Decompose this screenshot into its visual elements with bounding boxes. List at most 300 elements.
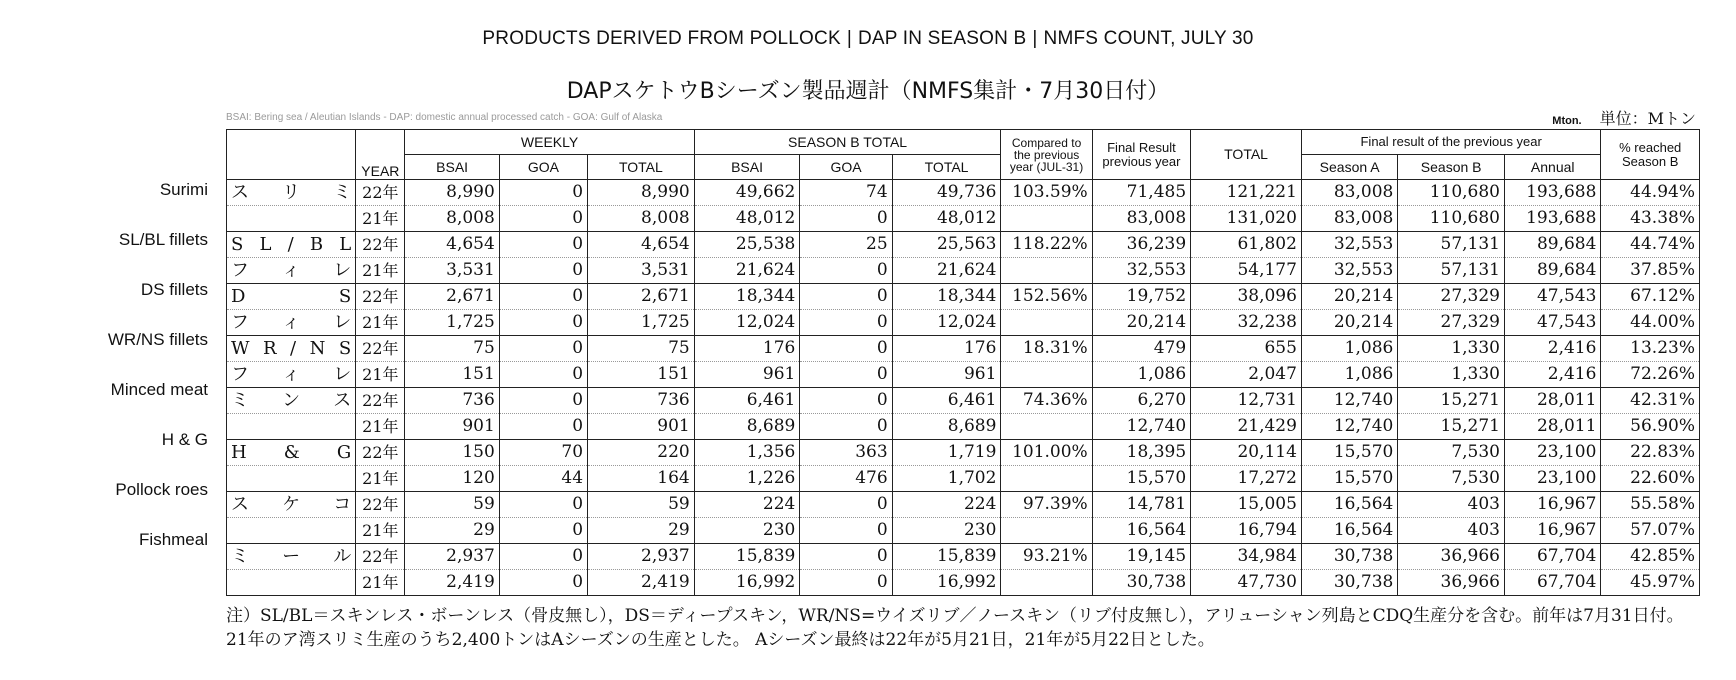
weekly-total-cell: 2,937 bbox=[588, 544, 695, 570]
product-jp-char: / bbox=[290, 338, 297, 359]
reached-cell: 72.26% bbox=[1601, 362, 1700, 388]
product-jp-char: ー bbox=[282, 546, 301, 567]
total-cell: 17,272 bbox=[1191, 466, 1302, 492]
total-cell: 34,984 bbox=[1191, 544, 1302, 570]
product-jp-char: & bbox=[283, 442, 300, 463]
weekly-total-cell: 4,654 bbox=[588, 232, 695, 258]
product-header bbox=[227, 130, 356, 180]
season-total-cell: 48,012 bbox=[892, 206, 1001, 232]
prev-season-b-cell: 57,131 bbox=[1398, 258, 1505, 284]
reached-cell: 45.97% bbox=[1601, 570, 1700, 596]
prev-season-b-cell: 15,271 bbox=[1398, 414, 1505, 440]
prev-annual-cell: 16,967 bbox=[1505, 518, 1601, 544]
product-label-en: SL/BL fillets bbox=[118, 230, 208, 249]
season-goa-cell: 74 bbox=[800, 180, 892, 206]
weekly-total-cell: 736 bbox=[588, 388, 695, 414]
total-cell: 12,731 bbox=[1191, 388, 1302, 414]
prev-season-b-cell: 403 bbox=[1398, 492, 1505, 518]
weekly-goa-cell: 0 bbox=[499, 388, 587, 414]
final-previous-cell: 30,738 bbox=[1092, 570, 1190, 596]
abbreviations-note: BSAI: Bering sea / Aleutian Islands - DAP: domestic annual processed catch - GOA: Gulf of Alaska bbox=[226, 112, 663, 123]
weekly-bsai-cell: 8,008 bbox=[405, 206, 499, 232]
total-cell: 655 bbox=[1191, 336, 1302, 362]
season-bsai-cell: 16,992 bbox=[694, 570, 800, 596]
total-header: TOTAL bbox=[1191, 130, 1302, 180]
reached-cell: 44.00% bbox=[1601, 310, 1700, 336]
reached-header: % reached Season B bbox=[1601, 130, 1700, 180]
table-row bbox=[227, 414, 1700, 440]
reached-cell: 22.60% bbox=[1601, 466, 1700, 492]
table-row bbox=[227, 466, 1700, 492]
season-total-cell: 21,624 bbox=[892, 258, 1001, 284]
season-bsai-cell: 1,226 bbox=[694, 466, 800, 492]
weekly-total-cell: 220 bbox=[588, 440, 695, 466]
prev-annual-cell: 89,684 bbox=[1505, 232, 1601, 258]
prev-season-b-header: Season B bbox=[1398, 155, 1505, 180]
weekly-total-header: TOTAL bbox=[588, 155, 695, 180]
prev-season-b-cell: 36,966 bbox=[1398, 570, 1505, 596]
weekly-total-cell: 2,671 bbox=[588, 284, 695, 310]
year-cell: 22年 bbox=[356, 180, 405, 206]
season-bsai-cell: 224 bbox=[694, 492, 800, 518]
reached-cell: 56.90% bbox=[1601, 414, 1700, 440]
compared-cell bbox=[1001, 206, 1092, 232]
prev-annual-header: Annual bbox=[1505, 155, 1601, 180]
year-cell: 22年 bbox=[356, 492, 405, 518]
compared-cell: 97.39% bbox=[1001, 492, 1092, 518]
reached-cell: 67.12% bbox=[1601, 284, 1700, 310]
product-jp-char: B bbox=[309, 234, 324, 255]
season-total-cell: 15,839 bbox=[892, 544, 1001, 570]
weekly-total-cell: 8,008 bbox=[588, 206, 695, 232]
table-row bbox=[227, 492, 1700, 518]
prev-annual-cell: 47,543 bbox=[1505, 310, 1601, 336]
final-previous-cell: 479 bbox=[1092, 336, 1190, 362]
reached-cell: 44.74% bbox=[1601, 232, 1700, 258]
product-jp-char: L bbox=[339, 234, 352, 255]
table-row bbox=[227, 362, 1700, 388]
reached-cell: 57.07% bbox=[1601, 518, 1700, 544]
product-jp-char: コ bbox=[333, 494, 352, 515]
weekly-header: WEEKLY bbox=[405, 130, 694, 155]
total-cell: 32,238 bbox=[1191, 310, 1302, 336]
prev-annual-cell: 2,416 bbox=[1505, 336, 1601, 362]
product-jp-char: ス bbox=[231, 182, 249, 203]
season-bsai-cell: 8,689 bbox=[694, 414, 800, 440]
product-jp-cell bbox=[227, 206, 356, 232]
prev-season-b-cell: 36,966 bbox=[1398, 544, 1505, 570]
year-header: YEAR bbox=[356, 130, 405, 180]
total-cell: 54,177 bbox=[1191, 258, 1302, 284]
final-previous-cell: 83,008 bbox=[1092, 206, 1190, 232]
prev-season-b-cell: 27,329 bbox=[1398, 284, 1505, 310]
season-goa-cell: 0 bbox=[800, 206, 892, 232]
prev-season-a-cell: 12,740 bbox=[1301, 414, 1397, 440]
product-jp-cell bbox=[227, 544, 356, 570]
season-goa-cell: 25 bbox=[800, 232, 892, 258]
weekly-bsai-header: BSAI bbox=[405, 155, 499, 180]
product-jp-cell bbox=[227, 414, 356, 440]
product-label-en: WR/NS fillets bbox=[107, 330, 208, 349]
season-bsai-cell: 15,839 bbox=[694, 544, 800, 570]
weekly-goa-cell: 0 bbox=[499, 206, 587, 232]
weekly-goa-cell: 0 bbox=[499, 570, 587, 596]
compared-cell: 93.21% bbox=[1001, 544, 1092, 570]
weekly-bsai-cell: 2,671 bbox=[405, 284, 499, 310]
prev-season-a-cell: 30,738 bbox=[1301, 570, 1397, 596]
year-cell: 21年 bbox=[356, 466, 405, 492]
year-cell: 21年 bbox=[356, 206, 405, 232]
season-total-cell: 8,689 bbox=[892, 414, 1001, 440]
season-bsai-cell: 1,356 bbox=[694, 440, 800, 466]
prev-season-b-cell: 57,131 bbox=[1398, 232, 1505, 258]
final-previous-cell: 19,752 bbox=[1092, 284, 1190, 310]
weekly-total-cell: 3,531 bbox=[588, 258, 695, 284]
product-label-en: Surimi bbox=[159, 180, 208, 199]
product-label-en: Fishmeal bbox=[139, 530, 208, 549]
product-jp-char: H bbox=[231, 442, 247, 463]
year-cell: 21年 bbox=[356, 414, 405, 440]
season-goa-cell: 476 bbox=[800, 466, 892, 492]
reached-cell: 55.58% bbox=[1601, 492, 1700, 518]
product-jp-char: ィ bbox=[282, 364, 301, 385]
weekly-goa-cell: 0 bbox=[499, 180, 587, 206]
total-cell: 38,096 bbox=[1191, 284, 1302, 310]
product-jp-char: W bbox=[231, 338, 250, 359]
season-goa-cell: 0 bbox=[800, 336, 892, 362]
season-total-cell: 176 bbox=[892, 336, 1001, 362]
weekly-bsai-cell: 901 bbox=[405, 414, 499, 440]
year-cell: 22年 bbox=[356, 336, 405, 362]
prev-annual-cell: 89,684 bbox=[1505, 258, 1601, 284]
season-goa-cell: 0 bbox=[800, 414, 892, 440]
title-part-products: PRODUCTS DERIVED FROM POLLOCK bbox=[482, 28, 841, 49]
weekly-total-cell: 75 bbox=[588, 336, 695, 362]
weekly-bsai-cell: 1,725 bbox=[405, 310, 499, 336]
product-label-en: DS fillets bbox=[140, 280, 208, 299]
prev-season-a-cell: 30,738 bbox=[1301, 544, 1397, 570]
prev-season-b-cell: 15,271 bbox=[1398, 388, 1505, 414]
weekly-goa-cell: 0 bbox=[499, 310, 587, 336]
final-previous-cell: 20,214 bbox=[1092, 310, 1190, 336]
product-jp-cell bbox=[227, 310, 356, 336]
season-goa-cell: 0 bbox=[800, 258, 892, 284]
product-jp-char: フ bbox=[231, 260, 249, 281]
weekly-total-cell: 901 bbox=[588, 414, 695, 440]
product-jp-char: レ bbox=[333, 364, 352, 385]
final-previous-cell: 1,086 bbox=[1092, 362, 1190, 388]
season-goa-cell: 0 bbox=[800, 362, 892, 388]
product-jp-char: ミ bbox=[231, 390, 249, 411]
year-cell: 21年 bbox=[356, 518, 405, 544]
prev-annual-cell: 28,011 bbox=[1505, 388, 1601, 414]
compared-header: Compared to the previous year (JUL-31) bbox=[1001, 130, 1092, 180]
report-title-jp: DAPスケトウBシーズン製品週計（NMFS集計・7月30日付） bbox=[566, 79, 1170, 104]
final-prev-year-header: Final result of the previous year bbox=[1301, 130, 1601, 155]
prev-season-a-cell: 1,086 bbox=[1301, 362, 1397, 388]
product-jp-cell bbox=[227, 440, 356, 466]
compared-cell: 18.31% bbox=[1001, 336, 1092, 362]
product-label-en: H & G bbox=[161, 430, 208, 449]
weekly-goa-header: GOA bbox=[499, 155, 587, 180]
product-jp-char: ィ bbox=[282, 260, 301, 281]
season-total-cell: 230 bbox=[892, 518, 1001, 544]
product-jp-char: G bbox=[336, 442, 352, 463]
prev-annual-cell: 67,704 bbox=[1505, 544, 1601, 570]
prev-annual-cell: 193,688 bbox=[1505, 206, 1601, 232]
prev-season-a-cell: 12,740 bbox=[1301, 388, 1397, 414]
season-goa-cell: 0 bbox=[800, 544, 892, 570]
compared-cell: 152.56% bbox=[1001, 284, 1092, 310]
season-goa-cell: 0 bbox=[800, 518, 892, 544]
title-separator: | bbox=[1032, 28, 1038, 49]
weekly-total-cell: 151 bbox=[588, 362, 695, 388]
final-previous-cell: 12,740 bbox=[1092, 414, 1190, 440]
production-table bbox=[226, 129, 1700, 596]
table-body bbox=[227, 180, 1700, 596]
table-row bbox=[227, 518, 1700, 544]
table-row bbox=[227, 232, 1700, 258]
product-jp-cell bbox=[227, 258, 356, 284]
weekly-goa-cell: 0 bbox=[499, 258, 587, 284]
weekly-bsai-cell: 2,419 bbox=[405, 570, 499, 596]
prev-season-a-cell: 15,570 bbox=[1301, 466, 1397, 492]
table-row bbox=[227, 336, 1700, 362]
season-total-cell: 49,736 bbox=[892, 180, 1001, 206]
title-separator: | bbox=[846, 28, 852, 49]
final-previous-cell: 18,395 bbox=[1092, 440, 1190, 466]
season-goa-cell: 0 bbox=[800, 388, 892, 414]
weekly-total-cell: 59 bbox=[588, 492, 695, 518]
weekly-goa-cell: 0 bbox=[499, 362, 587, 388]
weekly-goa-cell: 0 bbox=[499, 544, 587, 570]
season-goa-header: GOA bbox=[800, 155, 892, 180]
product-jp-char: N bbox=[309, 338, 326, 359]
weekly-bsai-cell: 29 bbox=[405, 518, 499, 544]
weekly-bsai-cell: 736 bbox=[405, 388, 499, 414]
title-part-season: DAP IN SEASON B bbox=[857, 28, 1027, 49]
prev-season-a-header: Season A bbox=[1301, 155, 1397, 180]
prev-season-b-cell: 7,530 bbox=[1398, 440, 1505, 466]
product-jp-char: S bbox=[338, 338, 352, 359]
season-bsai-cell: 176 bbox=[694, 336, 800, 362]
prev-season-a-cell: 32,553 bbox=[1301, 258, 1397, 284]
table-row bbox=[227, 544, 1700, 570]
product-jp-cell bbox=[227, 180, 356, 206]
season-bsai-cell: 48,012 bbox=[694, 206, 800, 232]
unit-en: Mton. bbox=[1552, 115, 1582, 127]
product-jp-char: / bbox=[287, 234, 294, 255]
weekly-total-cell: 164 bbox=[588, 466, 695, 492]
product-jp-cell bbox=[227, 518, 356, 544]
weekly-goa-cell: 0 bbox=[499, 414, 587, 440]
compared-cell bbox=[1001, 570, 1092, 596]
final-previous-header: Final Result previous year bbox=[1092, 130, 1190, 180]
product-jp-char: リ bbox=[282, 182, 301, 203]
season-bsai-header: BSAI bbox=[694, 155, 800, 180]
product-jp-char: S bbox=[231, 234, 244, 255]
year-cell: 21年 bbox=[356, 570, 405, 596]
product-jp-char: ス bbox=[333, 390, 352, 411]
season-bsai-cell: 12,024 bbox=[694, 310, 800, 336]
weekly-goa-cell: 44 bbox=[499, 466, 587, 492]
total-cell: 15,005 bbox=[1191, 492, 1302, 518]
table-row bbox=[227, 180, 1700, 206]
product-jp-char: ミ bbox=[231, 546, 249, 567]
prev-season-b-cell: 7,530 bbox=[1398, 466, 1505, 492]
compared-cell bbox=[1001, 414, 1092, 440]
prev-annual-cell: 47,543 bbox=[1505, 284, 1601, 310]
prev-annual-cell: 2,416 bbox=[1505, 362, 1601, 388]
season-bsai-cell: 6,461 bbox=[694, 388, 800, 414]
final-previous-cell: 16,564 bbox=[1092, 518, 1190, 544]
table-row bbox=[227, 258, 1700, 284]
product-jp-cell bbox=[227, 362, 356, 388]
season-goa-cell: 0 bbox=[800, 492, 892, 518]
product-jp-cell bbox=[227, 492, 356, 518]
prev-annual-cell: 193,688 bbox=[1505, 180, 1601, 206]
season-total-cell: 16,992 bbox=[892, 570, 1001, 596]
prev-season-b-cell: 110,680 bbox=[1398, 180, 1505, 206]
weekly-goa-cell: 0 bbox=[499, 518, 587, 544]
weekly-goa-cell: 70 bbox=[499, 440, 587, 466]
prev-season-a-cell: 20,214 bbox=[1301, 310, 1397, 336]
season-total-cell: 12,024 bbox=[892, 310, 1001, 336]
product-jp-char: S bbox=[338, 286, 352, 307]
product-jp-cell bbox=[227, 336, 356, 362]
unit-label bbox=[1552, 106, 1696, 129]
weekly-goa-cell: 0 bbox=[499, 492, 587, 518]
product-jp-char: D bbox=[231, 286, 246, 307]
compared-cell bbox=[1001, 466, 1092, 492]
compared-cell: 118.22% bbox=[1001, 232, 1092, 258]
season-goa-cell: 0 bbox=[800, 284, 892, 310]
season-total-cell: 18,344 bbox=[892, 284, 1001, 310]
compared-cell: 74.36% bbox=[1001, 388, 1092, 414]
weekly-bsai-cell: 120 bbox=[405, 466, 499, 492]
year-cell: 22年 bbox=[356, 544, 405, 570]
weekly-bsai-cell: 150 bbox=[405, 440, 499, 466]
table-row bbox=[227, 388, 1700, 414]
product-jp-char: ン bbox=[282, 390, 301, 411]
product-jp-char: ミ bbox=[333, 182, 352, 203]
season-bsai-cell: 21,624 bbox=[694, 258, 800, 284]
weekly-total-cell: 1,725 bbox=[588, 310, 695, 336]
compared-cell bbox=[1001, 362, 1092, 388]
season-bsai-cell: 49,662 bbox=[694, 180, 800, 206]
prev-season-a-cell: 16,564 bbox=[1301, 518, 1397, 544]
weekly-bsai-cell: 151 bbox=[405, 362, 499, 388]
table-row bbox=[227, 570, 1700, 596]
product-jp-char: レ bbox=[333, 260, 352, 281]
compared-cell bbox=[1001, 518, 1092, 544]
year-cell: 21年 bbox=[356, 362, 405, 388]
reached-cell: 22.83% bbox=[1601, 440, 1700, 466]
weekly-bsai-cell: 2,937 bbox=[405, 544, 499, 570]
total-cell: 20,114 bbox=[1191, 440, 1302, 466]
weekly-goa-cell: 0 bbox=[499, 336, 587, 362]
prev-season-b-cell: 403 bbox=[1398, 518, 1505, 544]
product-label-en: Minced meat bbox=[110, 380, 208, 399]
prev-annual-cell: 28,011 bbox=[1505, 414, 1601, 440]
weekly-total-cell: 8,990 bbox=[588, 180, 695, 206]
prev-season-a-cell: 20,214 bbox=[1301, 284, 1397, 310]
prev-annual-cell: 67,704 bbox=[1505, 570, 1601, 596]
final-previous-cell: 15,570 bbox=[1092, 466, 1190, 492]
reached-cell: 13.23% bbox=[1601, 336, 1700, 362]
product-jp-cell bbox=[227, 388, 356, 414]
season-bsai-cell: 961 bbox=[694, 362, 800, 388]
product-jp-char: フ bbox=[231, 312, 249, 333]
weekly-bsai-cell: 75 bbox=[405, 336, 499, 362]
product-jp-char: ス bbox=[231, 494, 249, 515]
prev-annual-cell: 16,967 bbox=[1505, 492, 1601, 518]
compared-cell bbox=[1001, 258, 1092, 284]
table-row bbox=[227, 440, 1700, 466]
year-cell: 22年 bbox=[356, 440, 405, 466]
product-jp-cell bbox=[227, 466, 356, 492]
unit-jp: 単位：Mトン bbox=[1599, 109, 1696, 128]
season-total-cell: 224 bbox=[892, 492, 1001, 518]
total-cell: 61,802 bbox=[1191, 232, 1302, 258]
reached-cell: 43.38% bbox=[1601, 206, 1700, 232]
prev-season-a-cell: 83,008 bbox=[1301, 180, 1397, 206]
weekly-goa-cell: 0 bbox=[499, 284, 587, 310]
total-cell: 121,221 bbox=[1191, 180, 1302, 206]
weekly-bsai-cell: 4,654 bbox=[405, 232, 499, 258]
footnote: 注）SL/BL＝スキンレス・ボーンレス（骨皮無し），DS＝ディープスキン，WR/NS=ウイズリブ／ノースキン（リブ付皮無し），アリューシャン列島とCDQ生産分を含む。前年は7月31日付。21年のア湾スリミ生産のうち2,400トンはAシーズンの生産とした。 Aシーズン最終は22年が5月21日，21年が5月22日とした。 bbox=[226, 606, 1684, 650]
final-previous-cell: 14,781 bbox=[1092, 492, 1190, 518]
final-previous-cell: 32,553 bbox=[1092, 258, 1190, 284]
prev-annual-cell: 23,100 bbox=[1505, 466, 1601, 492]
total-cell: 16,794 bbox=[1191, 518, 1302, 544]
table-row bbox=[227, 284, 1700, 310]
weekly-bsai-cell: 8,990 bbox=[405, 180, 499, 206]
prev-season-a-cell: 1,086 bbox=[1301, 336, 1397, 362]
compared-cell bbox=[1001, 310, 1092, 336]
prev-annual-cell: 23,100 bbox=[1505, 440, 1601, 466]
season-b-total-header: SEASON B TOTAL bbox=[694, 130, 1001, 155]
season-total-header: TOTAL bbox=[892, 155, 1001, 180]
season-goa-cell: 0 bbox=[800, 310, 892, 336]
product-jp-char: ケ bbox=[282, 494, 301, 515]
year-cell: 21年 bbox=[356, 258, 405, 284]
prev-season-b-cell: 1,330 bbox=[1398, 362, 1505, 388]
final-previous-cell: 6,270 bbox=[1092, 388, 1190, 414]
compared-cell: 101.00% bbox=[1001, 440, 1092, 466]
total-cell: 2,047 bbox=[1191, 362, 1302, 388]
year-cell: 22年 bbox=[356, 232, 405, 258]
year-cell: 22年 bbox=[356, 284, 405, 310]
compared-cell: 103.59% bbox=[1001, 180, 1092, 206]
season-total-cell: 1,702 bbox=[892, 466, 1001, 492]
weekly-total-cell: 29 bbox=[588, 518, 695, 544]
product-jp-cell bbox=[227, 284, 356, 310]
weekly-total-cell: 2,419 bbox=[588, 570, 695, 596]
season-goa-cell: 363 bbox=[800, 440, 892, 466]
prev-season-a-cell: 16,564 bbox=[1301, 492, 1397, 518]
prev-season-b-cell: 27,329 bbox=[1398, 310, 1505, 336]
weekly-bsai-cell: 3,531 bbox=[405, 258, 499, 284]
product-jp-char: R bbox=[263, 338, 277, 359]
product-jp-char: L bbox=[259, 234, 272, 255]
final-previous-cell: 36,239 bbox=[1092, 232, 1190, 258]
title-part-count: NMFS COUNT, JULY 30 bbox=[1043, 28, 1254, 49]
prev-season-b-cell: 110,680 bbox=[1398, 206, 1505, 232]
season-goa-cell: 0 bbox=[800, 570, 892, 596]
season-total-cell: 6,461 bbox=[892, 388, 1001, 414]
report-title-en bbox=[0, 28, 1736, 50]
